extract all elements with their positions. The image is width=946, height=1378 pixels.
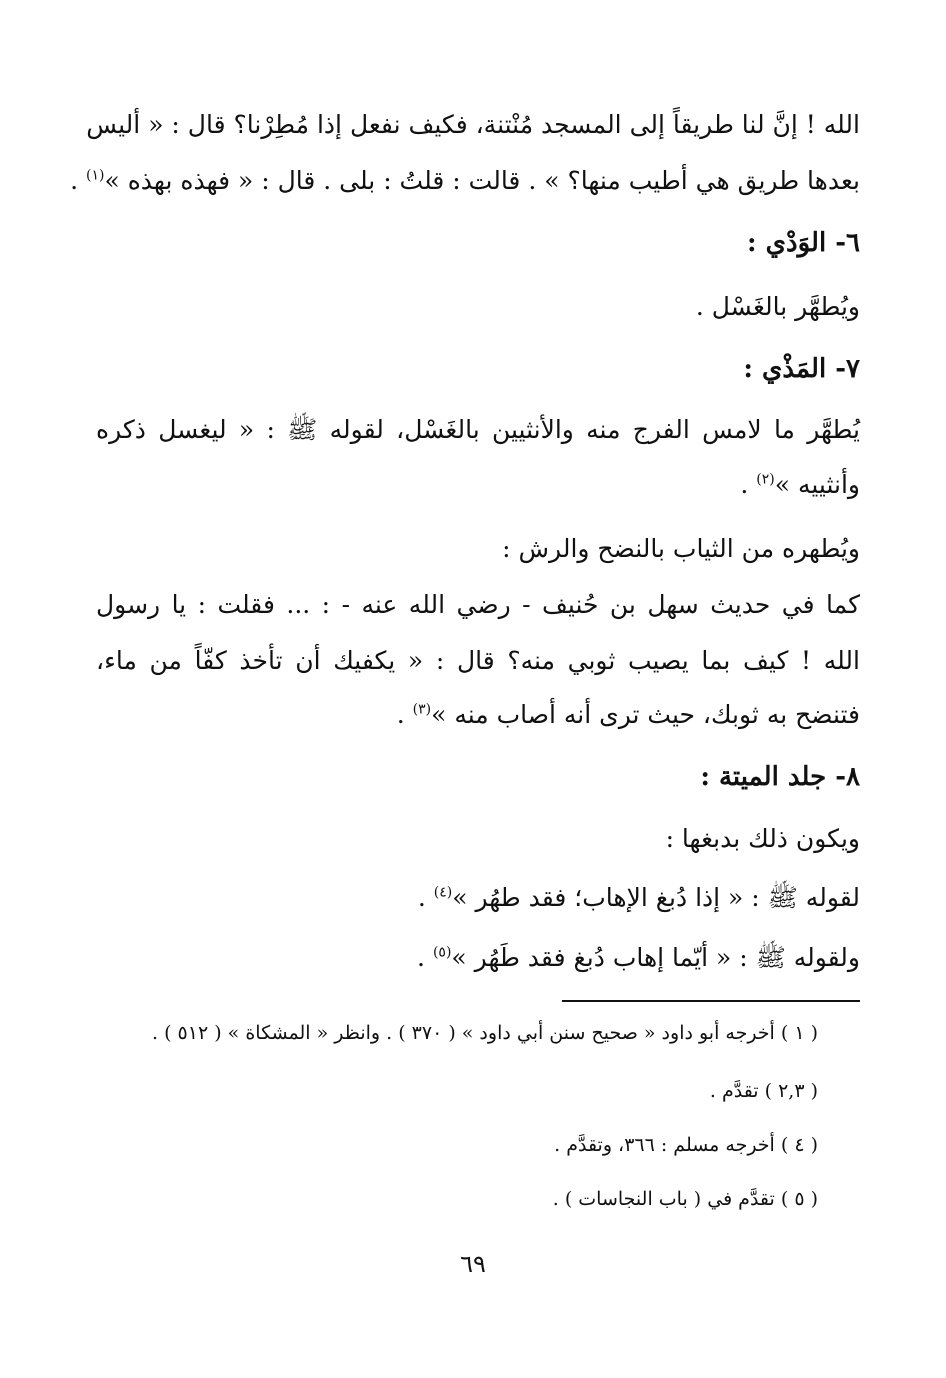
footnote-separator [562, 1000, 860, 1002]
footnote-1: ( ١ ) أخرجه أبو داود « صحيح سنن أبي داود » ( ٣٧٠ ) . وانظر « المشكاة » ( ٥١٢ ) . [152, 1022, 818, 1044]
paragraph-7: لقوله ﷺ : « إذا دُبغ الإهاب؛ فقد طهُر »$^{(٤)}$ . [417, 883, 860, 912]
paragraph-5-text-2: الله ! كيف بما يصيب ثوبي منه؟ قال : « يكفيك أن تأخذ كفّاً من ماء، [96, 646, 860, 675]
paragraph-5-line-2 [96, 646, 860, 675]
paragraph-5-line-3: فتنضح به ثوبك، حيث ترى أنه أصاب منه »$^{(٣)}$ . [396, 700, 860, 729]
footnote-5: ( ٥ ) تقدَّم في ( باب النجاسات ) . [552, 1188, 818, 1210]
paragraph-1-text-2: بعدها طريق هي أطيب منها؟ » . قالت : قلتُ : بلى . قال : « فهذه بهذه » [104, 166, 860, 195]
paragraph-3-text-2: وأنثييه » [774, 470, 860, 499]
section-heading-8: ٨- جلد الميتة : [700, 762, 860, 792]
paragraph-4: ويُطهره من الثياب بالنضح والرش : [502, 534, 860, 563]
paragraph-3-line-2: وأنثييه »$^{(٢)}$ . [740, 470, 860, 499]
paragraph-3-text-1: يُطهَّر ما لامس الفرج منه والأنثيين بالغَسْل، لقوله ﷺ : « ليغسل ذكره [96, 415, 860, 444]
paragraph-5-text-3: فتنضح به ثوبك، حيث ترى أنه أصاب منه » [431, 700, 860, 729]
footnote-ref-3: (٣) [412, 701, 432, 718]
paragraph-5-line-1 [96, 590, 860, 619]
paragraph-1-line-2: بعدها طريق هي أطيب منها؟ » . قالت : قلتُ : بلى . قال : « فهذه بهذه »$^{(١)}$ . [70, 166, 860, 195]
paragraph-5-text-1: كما في حديث سهل بن حُنيف - رضي الله عنه - : ... فقلت : يا رسول [96, 590, 860, 619]
footnote-ref-4: (٤) [433, 884, 453, 901]
footnote-4: ( ٤ ) أخرجه مسلم : ٣٦٦، وتقدَّم . [554, 1134, 818, 1156]
section-heading-7: ٧- المَذْي : [743, 354, 860, 384]
footnote-ref-1: (١) [85, 167, 105, 184]
page-number: ٦٩ [460, 1250, 486, 1278]
paragraph-7-text: لقوله ﷺ : « إذا دُبغ الإهاب؛ فقد طهُر » [452, 883, 860, 912]
paragraph-8-text: ولقوله ﷺ : « أيّما إهاب دُبغ فقد طَهُر » [451, 943, 860, 972]
footnote-2-3: ( ٢,٣ ) تقدَّم . [709, 1080, 818, 1102]
paragraph-1-line-1 [86, 110, 860, 139]
paragraph-3-line-1 [96, 414, 860, 451]
paragraph-8: ولقوله ﷺ : « أيّما إهاب دُبغ فقد طَهُر »$^{(٥)}$ . [417, 943, 860, 972]
paragraph-2: ويُطهَّر بالغَسْل . [695, 292, 860, 321]
paragraph-1-text-1: الله ! إنَّ لنا طريقاً إلى المسجد مُنْتنة، فكيف نفعل إذا مُطِرْنا؟ قال : « أليس [86, 110, 860, 139]
footnote-ref-5: (٥) [432, 944, 452, 961]
paragraph-6: ويكون ذلك بدبغها : [665, 824, 860, 853]
section-heading-6: ٦- الوَدْي : [747, 228, 860, 258]
footnote-ref-2: (٢) [756, 471, 775, 488]
